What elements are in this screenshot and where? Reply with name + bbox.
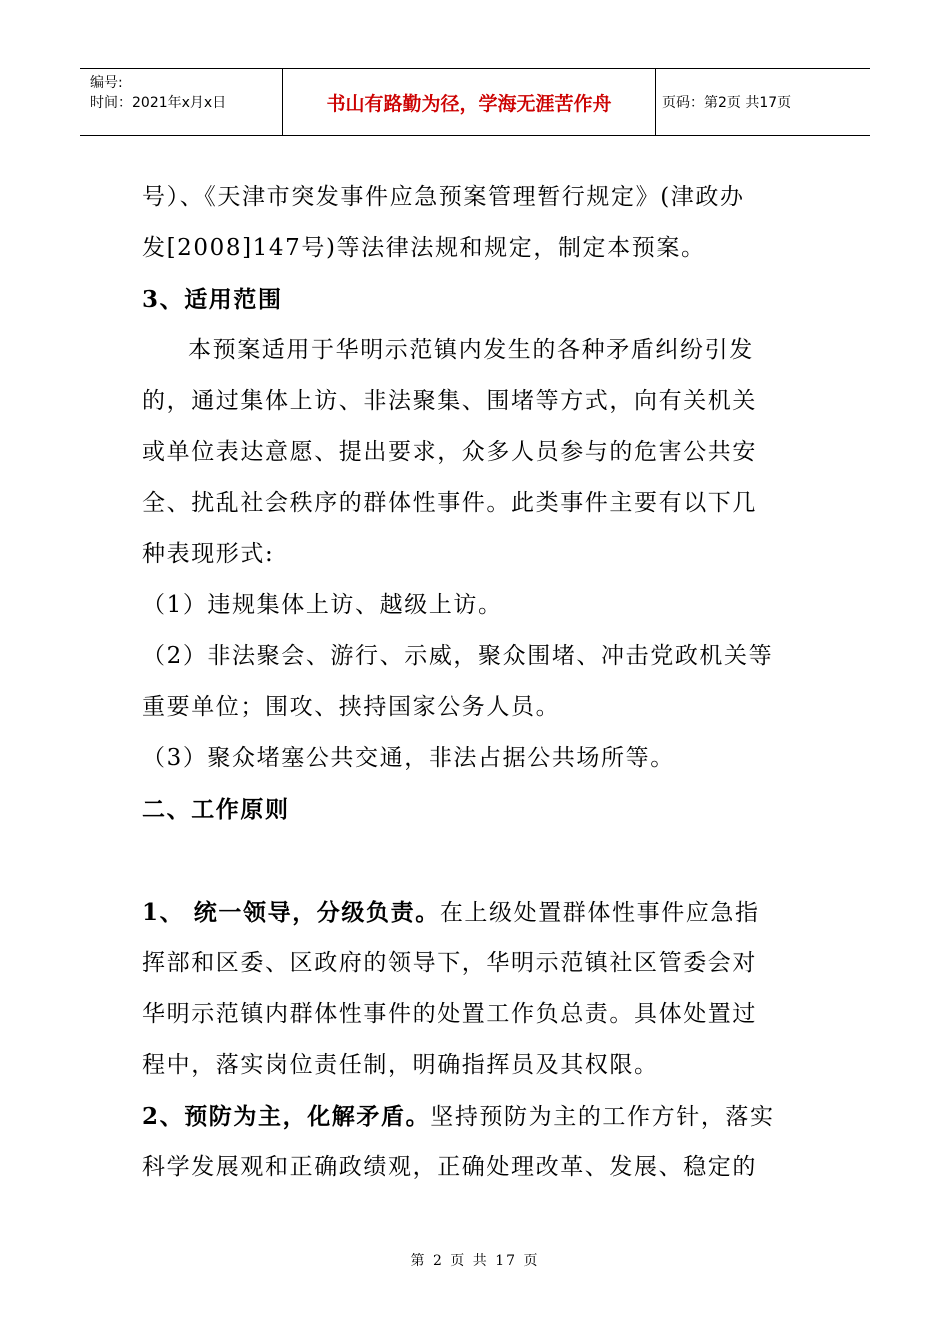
header-left-cell [80,69,282,135]
section-heading: 3、适用范围 [142,286,283,313]
list-item: （2）非法聚会、游行、示威，聚众围堵、冲击党政机关等 [142,643,774,669]
list-item: （3）聚众堵塞公共交通，非法占据公共场所等。 [142,745,675,771]
paragraph-line: 种表现形式: [142,541,275,567]
principle-line [142,887,812,938]
date-label: 时间：2021年x月x日 [90,95,227,111]
principle-text: 在上级处置群体性事件应急指 [439,900,760,926]
document-body [142,172,812,1193]
list-item: 重要单位；围攻、挟持国家公务人员。 [142,694,561,720]
principle-text: 坚持预防为主的工作方针，落实 [430,1104,775,1130]
principle-line: 程中，落实岗位责任制，明确指挥员及其权限。 [142,1052,659,1078]
section-heading: 二、工作原则 [142,796,290,823]
number-label: 编号: [90,75,123,91]
body-line: 发[2008]147号)等法律法规和规定，制定本预案。 [142,235,706,261]
paragraph-line: 或单位表达意愿、提出要求，众多人员参与的危害公共安 [142,439,757,465]
header-page-info: 页码：第2页 共17页 [662,95,792,111]
page-header [80,68,870,136]
paragraph-line: 本预案适用于华明示范镇内发生的各种矛盾纠纷引发 [188,337,754,363]
principle-line: 科学发展观和正确政绩观，正确处理改革、发展、稳定的 [142,1154,757,1180]
spacer [142,835,812,887]
header-motto: 书山有路勤为径，学海无涯苦作舟 [282,69,656,135]
principle-line [142,1091,812,1142]
principle-line: 挥部和区委、区政府的领导下，华明示范镇社区管委会对 [142,950,757,976]
principle-title: 2、预防为主，化解矛盾。 [142,1103,431,1130]
paragraph-line: 全、扰乱社会秩序的群体性事件。此类事件主要有以下几 [142,490,757,516]
body-line: 号）、《天津市突发事件应急预案管理暂行规定》(津政办 [142,184,745,210]
list-item: （1）违规集体上访、越级上访。 [142,592,503,618]
principle-line: 华明示范镇内群体性事件的处置工作负总责。具体处置过 [142,1001,757,1027]
principle-title: 1、 统一领导，分级负责。 [142,899,440,926]
page-footer: 第 2 页 共 17 页 [410,1253,540,1269]
paragraph-line: 的，通过集体上访、非法聚集、围堵等方式，向有关机关 [142,388,757,414]
